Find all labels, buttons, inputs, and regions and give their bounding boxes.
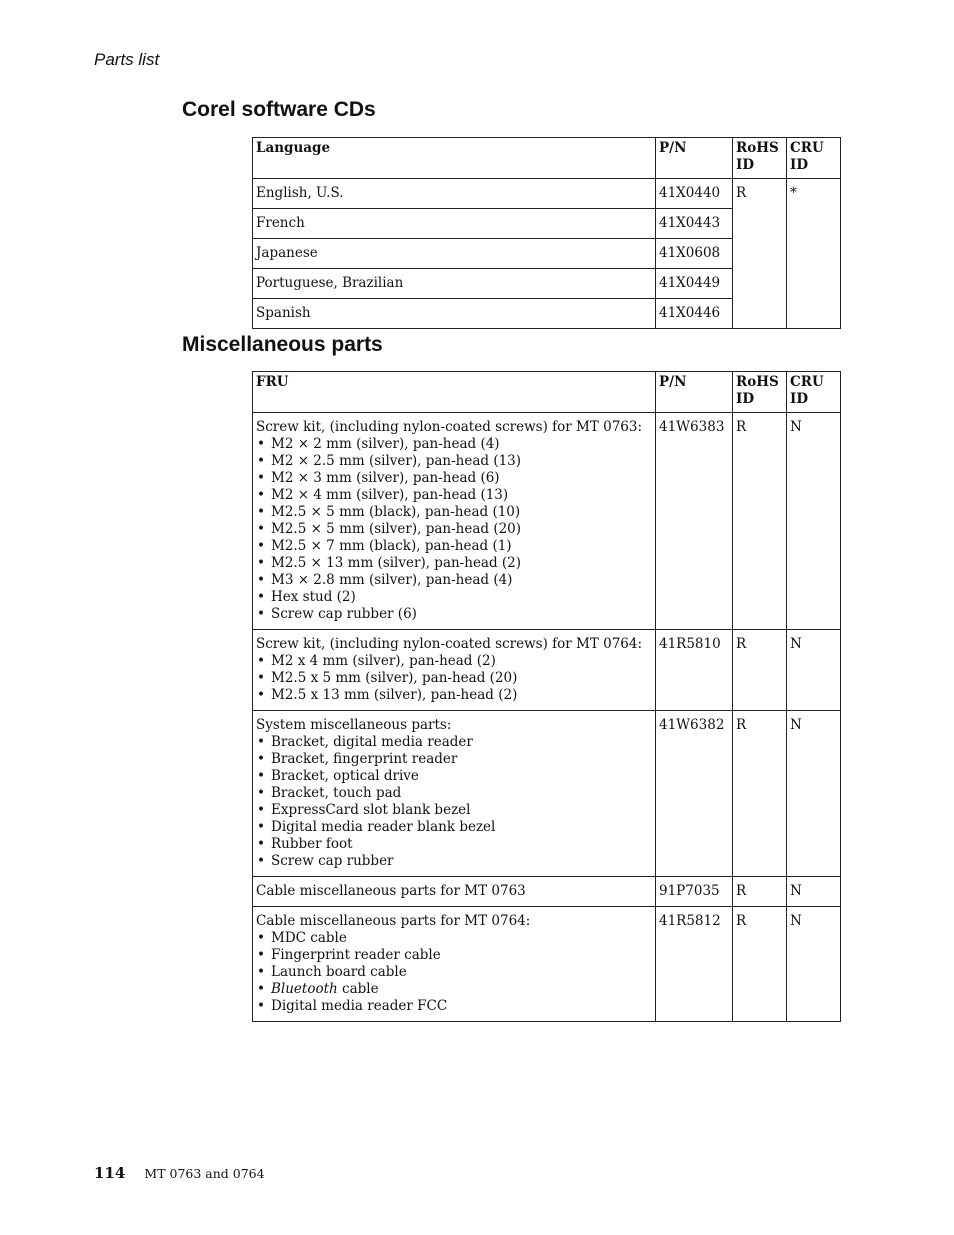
list-item: • Launch board cable — [256, 964, 651, 981]
list-item: • Fingerprint reader cable — [256, 947, 651, 964]
list-item: • M2 × 3 mm (silver), pan-head (6) — [256, 470, 651, 487]
footer-text: MT 0763 and 0764 — [144, 1166, 265, 1181]
list-item: • Screw cap rubber (6) — [256, 606, 651, 623]
column-header: RoHS ID — [733, 372, 787, 413]
list-item: • M2.5 × 13 mm (silver), pan-head (2) — [256, 555, 651, 572]
fru-item-list — [256, 930, 651, 1015]
cru-cell: N — [787, 907, 841, 1022]
column-header: P/N — [656, 138, 733, 179]
table-row — [253, 907, 841, 1022]
list-item: • M2 × 2.5 mm (silver), pan-head (13) — [256, 453, 651, 470]
table-row — [253, 630, 841, 711]
language-cell: Japanese — [253, 239, 656, 269]
list-item: • M2.5 × 5 mm (silver), pan-head (20) — [256, 521, 651, 538]
fru-title: Cable miscellaneous parts for MT 0763 — [256, 883, 526, 899]
fru-cell — [253, 907, 656, 1022]
cru-cell: N — [787, 711, 841, 877]
list-item: • M2.5 × 5 mm (black), pan-head (10) — [256, 504, 651, 521]
list-item: • M2 x 4 mm (silver), pan-head (2) — [256, 653, 651, 670]
list-item: • Screw cap rubber — [256, 853, 651, 870]
cru-cell: N — [787, 630, 841, 711]
part-number-cell: 41W6383 — [656, 413, 733, 630]
cru-cell: N — [787, 413, 841, 630]
list-item: • Rubber foot — [256, 836, 651, 853]
list-item: • M2 × 2 mm (silver), pan-head (4) — [256, 436, 651, 453]
rohs-cell: R — [733, 877, 787, 907]
page-footer — [94, 1163, 265, 1182]
part-number-cell: 41X0446 — [656, 299, 733, 329]
fru-item-list — [256, 436, 651, 623]
rohs-cell: R — [733, 711, 787, 877]
section-title-corel: Corel software CDs — [182, 98, 376, 121]
table-row — [253, 711, 841, 877]
rohs-cell: R — [733, 179, 787, 329]
part-number-cell: 41W6382 — [656, 711, 733, 877]
list-item: • Bracket, optical drive — [256, 768, 651, 785]
list-item: • ExpressCard slot blank bezel — [256, 802, 651, 819]
list-item: • Bluetooth cable — [256, 981, 651, 998]
part-number-cell: 41R5810 — [656, 630, 733, 711]
part-number-cell: 41X0443 — [656, 209, 733, 239]
fru-title: Screw kit, (including nylon-coated screws) for MT 0764: — [256, 636, 643, 652]
fru-cell — [253, 630, 656, 711]
list-item: • M2 × 4 mm (silver), pan-head (13) — [256, 487, 651, 504]
rohs-cell: R — [733, 413, 787, 630]
column-header: Language — [253, 138, 656, 179]
cru-cell: N — [787, 877, 841, 907]
table-row — [253, 877, 841, 907]
fru-item-list — [256, 653, 651, 704]
corel-cd-table — [252, 137, 841, 329]
column-header: FRU — [253, 372, 656, 413]
list-item: • M3 × 2.8 mm (silver), pan-head (4) — [256, 572, 651, 589]
list-item: • MDC cable — [256, 930, 651, 947]
list-item: • M2.5 x 13 mm (silver), pan-head (2) — [256, 687, 651, 704]
list-item: • Hex stud (2) — [256, 589, 651, 606]
fru-item-list — [256, 734, 651, 870]
language-cell: Portuguese, Brazilian — [253, 269, 656, 299]
part-number-cell: 41X0608 — [656, 239, 733, 269]
part-number-cell: 41X0440 — [656, 179, 733, 209]
fru-cell — [253, 413, 656, 630]
column-header: CRU ID — [787, 138, 841, 179]
language-cell: Spanish — [253, 299, 656, 329]
rohs-cell: R — [733, 630, 787, 711]
section-title-misc: Miscellaneous parts — [182, 333, 383, 356]
part-number-cell: 91P7035 — [656, 877, 733, 907]
list-item: • Bracket, fingerprint reader — [256, 751, 651, 768]
rohs-cell: R — [733, 907, 787, 1022]
fru-cell — [253, 711, 656, 877]
list-item: • Digital media reader FCC — [256, 998, 651, 1015]
list-item: • Bracket, touch pad — [256, 785, 651, 802]
list-item: • M2.5 × 7 mm (black), pan-head (1) — [256, 538, 651, 555]
language-cell: English, U.S. — [253, 179, 656, 209]
fru-title: System miscellaneous parts: — [256, 717, 452, 733]
column-header: P/N — [656, 372, 733, 413]
cru-cell: * — [787, 179, 841, 329]
table-row — [253, 413, 841, 630]
fru-title: Screw kit, (including nylon-coated screws) for MT 0763: — [256, 419, 643, 435]
fru-title: Cable miscellaneous parts for MT 0764: — [256, 913, 531, 929]
list-item: • Bracket, digital media reader — [256, 734, 651, 751]
running-head: Parts list — [94, 50, 160, 69]
fru-cell — [253, 877, 656, 907]
language-cell: French — [253, 209, 656, 239]
list-item: • Digital media reader blank bezel — [256, 819, 651, 836]
list-item: • M2.5 x 5 mm (silver), pan-head (20) — [256, 670, 651, 687]
misc-parts-table — [252, 371, 841, 1022]
column-header: CRU ID — [787, 372, 841, 413]
column-header: RoHS ID — [733, 138, 787, 179]
part-number-cell: 41R5812 — [656, 907, 733, 1022]
page-number: 114 — [94, 1164, 126, 1182]
table-row — [253, 179, 841, 209]
part-number-cell: 41X0449 — [656, 269, 733, 299]
